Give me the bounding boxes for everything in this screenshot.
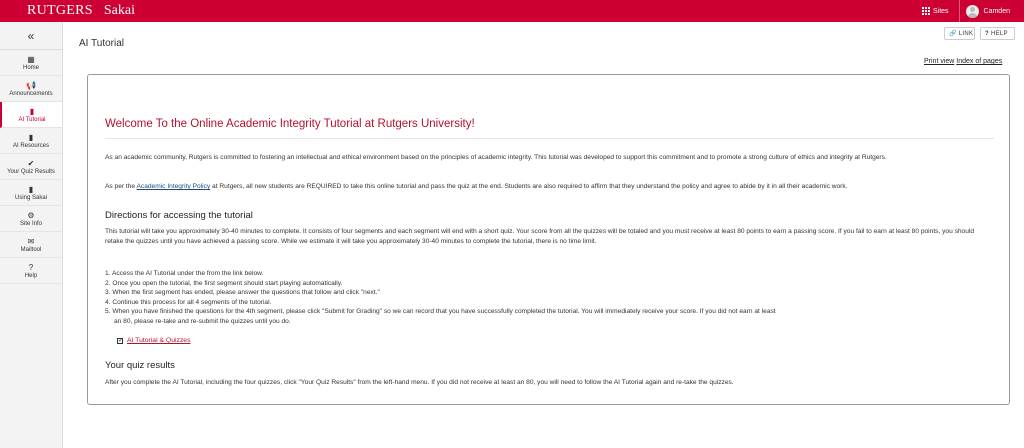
sidebar-item-quiz-results[interactable] xyxy=(0,154,62,180)
checkbox-icon xyxy=(117,338,123,344)
sidebar-item-ai-tutorial[interactable] xyxy=(0,102,62,128)
list-item: 1. Access the AI Tutorial under the from the link below. xyxy=(105,270,264,277)
rutgers-wordmark: RUTGERS xyxy=(27,3,93,18)
sakai-wordmark: Sakai xyxy=(103,3,135,18)
book-icon: ▮ xyxy=(28,132,34,142)
heading-divider xyxy=(105,138,994,139)
sidebar-item-label: Site Info xyxy=(19,220,42,227)
collapse-sidebar-button[interactable] xyxy=(0,22,62,50)
double-chevron-left-icon: « xyxy=(27,28,35,43)
sidebar-item-label: Mailtool xyxy=(20,246,42,253)
megaphone-icon: 📢 xyxy=(26,80,36,90)
sidebar-item-ai-resources[interactable] xyxy=(0,128,62,154)
sidebar-item-label: AI Resources xyxy=(12,142,49,149)
top-bar xyxy=(0,0,1024,22)
question-icon: ? xyxy=(985,30,989,37)
intro-paragraph: As an academic community, Rutgers is committed to fostering an intellectual and ethical environment based on the principles of academic integrity. This tutorial was developed to support this commitment and to promote a strong culture of ethics and integrity at Rutgers. xyxy=(105,154,887,161)
sidebar-item-label: Using Sakai xyxy=(14,194,47,201)
header-divider xyxy=(959,0,960,22)
avatar xyxy=(966,5,979,18)
page-links xyxy=(924,58,1002,65)
book-icon: ▮ xyxy=(29,106,35,116)
user-name: Camden xyxy=(983,7,1010,15)
link-button-label: LINK xyxy=(958,30,974,37)
sidebar-item-label: Home xyxy=(22,64,39,71)
academic-integrity-policy-link[interactable]: Academic Integrity Policy xyxy=(136,183,211,190)
link-icon: 🔗 xyxy=(949,31,957,37)
envelope-icon: ✉ xyxy=(27,236,35,246)
sidebar-item-mailtool[interactable] xyxy=(0,232,62,258)
home-icon: ▦ xyxy=(27,54,35,64)
gear-icon: ⚙ xyxy=(27,210,35,220)
tutorial-content-panel xyxy=(87,74,1010,405)
sidebar-item-home[interactable] xyxy=(0,50,62,76)
sidebar-item-label: AI Tutorial xyxy=(18,116,46,123)
index-of-pages-link[interactable]: Index of pages xyxy=(956,58,1003,65)
policy-text-after: at Rutgers, all new students are REQUIRED to take this online tutorial and pass the quiz at the end. Students are also required to affirm that they understand the policy and agree to abide by it in all their academic work. xyxy=(210,183,848,190)
directions-paragraph: This tutorial will take you approximately 30-40 minutes to complete. It consists of four segments and each segment will end with a short quiz. Your score from all the quizzes will be totaled and you must receive at least 80 points to earn a passing score. If you fail to earn at least 80 points, you should retake the quizzes until you have achieved a passing score. While we estimate it will take you approximately 30-40 minutes to complete the tutorial, there is no time limit. xyxy=(105,228,975,245)
sidebar-item-label: Announcements xyxy=(9,90,53,97)
help-button-label: HELP xyxy=(990,30,1008,37)
sidebar-item-site-info[interactable] xyxy=(0,206,62,232)
sites-button[interactable] xyxy=(922,7,949,15)
list-item: 5. When you have finished the questions for the 4th segment, please click "Submit for Grading" so we can record that you have successfully completed the tutorial. You will immediately receive your score. If you did not earn at least xyxy=(105,308,776,316)
print-view-link[interactable]: Print view xyxy=(924,58,955,65)
list-item: 4. Continue this process for all 4 segments of the tutorial. xyxy=(105,298,272,306)
list-item: an 80, please re-take and re-submit the quizzes until you do. xyxy=(114,317,291,325)
sidebar-item-using-sakai[interactable] xyxy=(0,180,62,206)
quiz-results-heading: Your quiz results xyxy=(105,360,175,371)
tutorial-link-row xyxy=(117,337,190,344)
sites-label: Sites xyxy=(932,7,949,15)
sidebar-item-label: Help xyxy=(24,272,38,279)
checkbox-icon: ✔ xyxy=(27,158,35,168)
user-menu[interactable] xyxy=(966,5,1010,18)
sidebar-item-label: Your Quiz Results xyxy=(7,168,55,175)
policy-paragraph xyxy=(105,182,993,192)
help-button[interactable] xyxy=(980,27,1015,40)
ai-tutorial-quizzes-link[interactable]: AI Tutorial & Quizzes xyxy=(127,337,191,344)
policy-text-before: As per the xyxy=(105,183,137,190)
list-item: 2. Once you open the tutorial, the first segment should start playing automatically. xyxy=(105,279,343,287)
brand-logo[interactable] xyxy=(27,3,135,19)
steps-list xyxy=(105,269,995,327)
grid-icon xyxy=(922,7,930,15)
question-circle-icon: ? xyxy=(28,262,34,272)
list-item: 3. When the first segment has ended, please answer the questions that follow and click "next." xyxy=(105,289,380,297)
page-title: AI Tutorial xyxy=(79,38,125,49)
sidebar-item-announcements[interactable] xyxy=(0,76,62,102)
directions-heading: Directions for accessing the tutorial xyxy=(105,210,253,221)
sidebar xyxy=(0,22,63,448)
sidebar-item-help[interactable] xyxy=(0,258,62,284)
quiz-results-paragraph: After you complete the AI Tutorial, including the four quizzes, click "Your Quiz Results" from the left-hand menu. If you did not receive at least an 80, you will need to follow the AI Tutorial again and re-take the quizzes. xyxy=(105,379,734,386)
book-icon: ▮ xyxy=(28,184,34,194)
link-button[interactable] xyxy=(944,27,975,40)
welcome-heading: Welcome To the Online Academic Integrity Tutorial at Rutgers University! xyxy=(105,118,475,130)
